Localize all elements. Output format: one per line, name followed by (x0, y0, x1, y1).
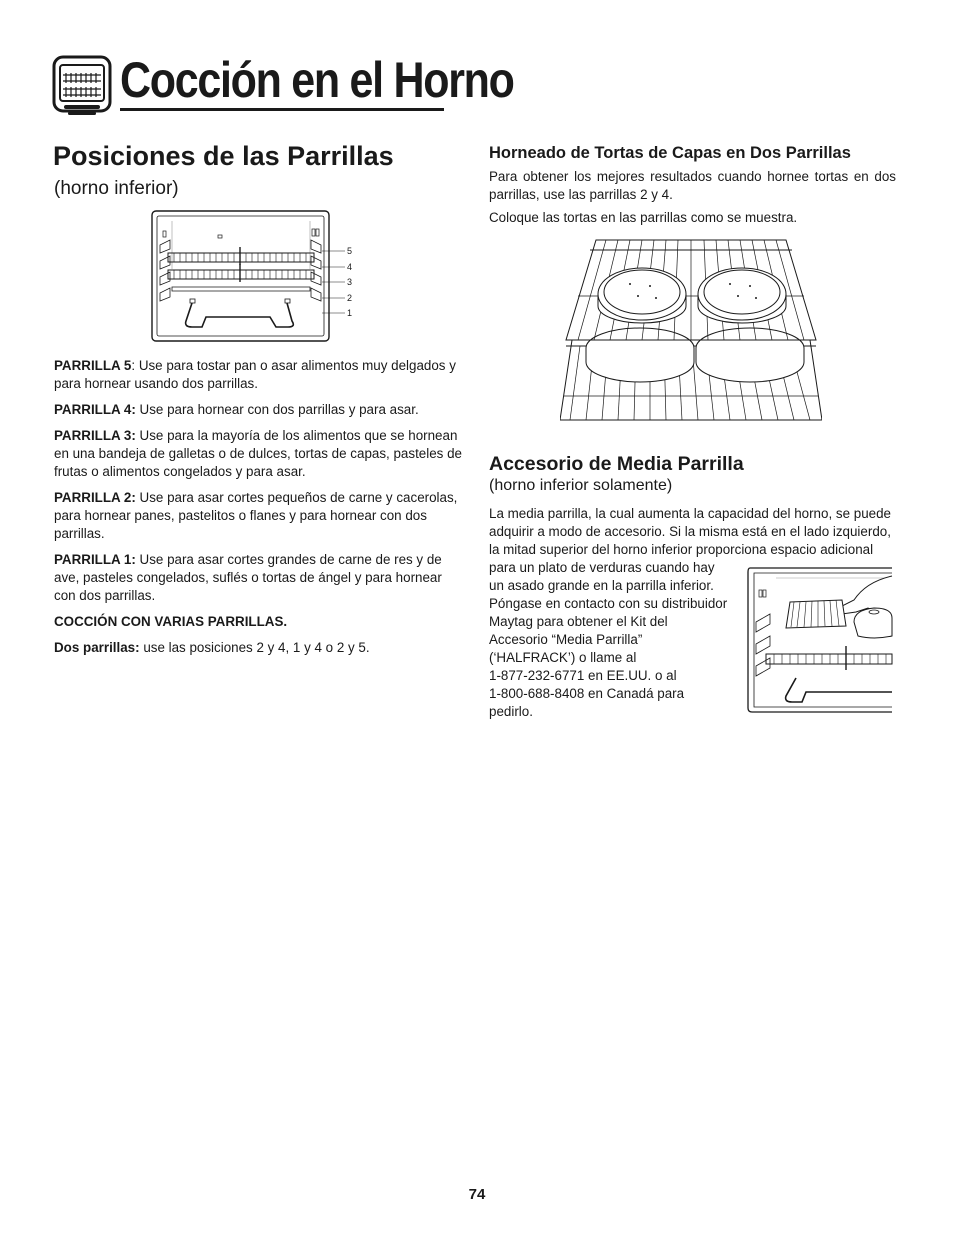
rack-label-4: 4 (347, 262, 353, 272)
rack-label-1: 1 (347, 308, 353, 318)
multi-rack-heading: COCCIÓN CON VARIAS PARRILLAS. (54, 614, 288, 629)
rack-3-description: PARRILLA 3: Use para la mayoría de los alimentos que se hornean en una bandeja de galletas o de dulces, tortas de capas, pasteles de frutas o alimentos congelados y para asar. (54, 428, 462, 479)
half-rack-paragraph-1: La media parrilla, la cual aumenta la capacidad del horno, se puede adquirir a modo de accesorio. Si la misma está en el lado izquierdo, la mitad superior del horno inferior proporciona espacio adicional (489, 506, 891, 557)
title-underline (120, 108, 444, 111)
layer-cakes-paragraph-2: Coloque las tortas en las parrillas como se muestra. (489, 210, 798, 225)
rack-1-description: PARRILLA 1: Use para asar cortes grandes de carne de res y de ave, pasteles congelados, suflés o tortas de ángel y para hornear con dos parrillas. (54, 552, 442, 603)
rack-positions-diagram (150, 209, 360, 343)
oven-icon (52, 55, 112, 117)
rack-descriptions (54, 357, 464, 665)
rack-5-description: PARRILLA 5: Use para tostar pan o asar alimentos muy delgados y para hornear usando dos parrillas. (54, 358, 456, 391)
rack-2-description: PARRILLA 2: Use para asar cortes pequeños de carne y cacerolas, para hornear panes, pastelitos o flanes y para hornear con dos parrillas. (54, 490, 458, 541)
half-rack-paragraph-2: para un plato de verduras cuando hay un asado grande en la parrilla inferior. Póngase en contacto con su distribuidor Maytag para obtener el Kit del Accesorio “Media Parrilla” (‘HALFRACK’) o llame al 1-877-232-6771 en EE.UU. o al 1-800-688-8408 en Canadá para pedirlo. (489, 560, 728, 719)
page-number: 74 (468, 1186, 486, 1203)
layer-cakes-paragraph-1: Para obtener los mejores resultados cuando hornee tortas en dos parrillas, use las parrillas 2 y 4. (489, 169, 896, 202)
rack-positions-title: Posiciones de las Parrillas (53, 141, 394, 171)
page-title: Cocción en el Horno (120, 52, 514, 108)
half-rack-diagram (746, 566, 894, 714)
layer-cakes-title: Horneado de Tortas de Capas en Dos Parrillas (489, 144, 851, 162)
layer-cakes-diagram (560, 236, 822, 424)
half-rack-title: Accesorio de Media Parrilla (489, 453, 744, 475)
half-rack-subtitle: (horno inferior solamente) (489, 477, 673, 494)
rack-positions-subtitle: (horno inferior) (54, 178, 179, 199)
rack-label-3: 3 (347, 277, 353, 287)
rack-4-description: PARRILLA 4: Use para hornear con dos parrillas y para asar. (54, 402, 419, 417)
rack-label-2: 2 (347, 293, 353, 303)
two-racks-description: Dos parrillas: use las posiciones 2 y 4, 1 y 4 o 2 y 5. (54, 640, 370, 655)
rack-label-5: 5 (347, 246, 353, 256)
